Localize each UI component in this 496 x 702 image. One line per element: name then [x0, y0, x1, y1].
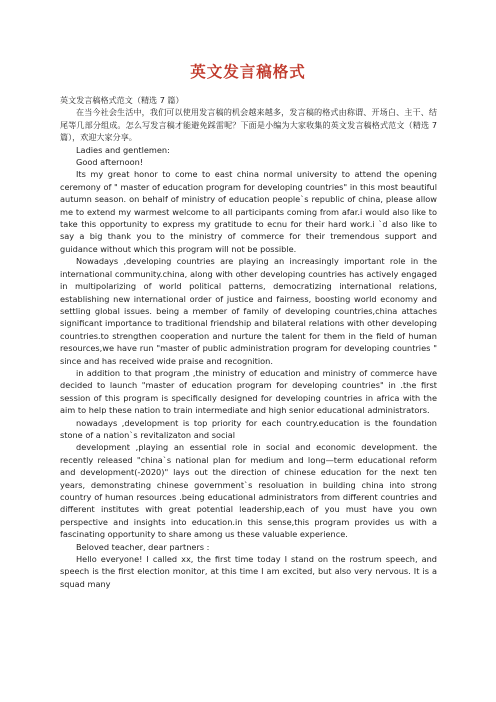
paragraph: in addition to that program ,the ministry of education and ministry of commerce have decided to launch "master of education program for developing countries" in .the first session of this program is specifically designed for developing countries in africa with the aim to help these nation to train intermediate and high senior educational administrators.: [60, 367, 437, 416]
paragraph: Its my great honor to come to east china normal university to attend the opening ceremony of " master of education program for developing countries" in this most beautiful autumn season. on behalf of ministry of education people`s republic of china, please allow me to extend my warmest welcome to all participants coming from afar.i would also like to take this opportunity to express my gratitude to ecnu for their hard work.i `d also like to say a big thank you to the ministry of commerce for their tremendous support and guidance without which this program will not be possible.: [60, 169, 437, 254]
document-body: [60, 94, 437, 590]
paragraph: Ladies and gentlemen:: [76, 144, 170, 155]
paragraph: Nowadays ,developing countries are playing an increasingly important role in the international community.china, along with other developing countries has actively engaged in multipolarizing of world political patterns, democratizing international relations, establishing new international order of justice and fairness, boosting world economy and settling global issues. being a member of family of developing countries,china attaches significant importance to traditional friendship and bilateral relations with other developing countries.to strengthen cooperation and nurture the talent for them in the field of human resources,we have run "master of public administration program for developing countries " since and has received wide praise and recognition.: [60, 256, 437, 366]
paragraph: 英文发言稿格式范文（精选 7 篇）: [60, 95, 184, 105]
paragraph: nowadays ,development is top priority for each country.education is the foundation stone of a nation`s revitalizaton and social: [60, 417, 437, 440]
paragraph: Good afternoon!: [76, 157, 144, 168]
paragraph: development ,playing an essential role in social and economic development. the recently released "china`s national plan for medium and long—term educational reform and development(-2020)" lays out the direction of chinese education for the next ten years, demonstrating chinese government`s resoluation in building china into strong country of human resources .being educational administrators from different countries and different institutes with great potential leadership,each of you must have you own perspective and insights into education.in this sense,this program provides us with a fascinating opportunity to share among us these valuable experience.: [60, 442, 437, 540]
paragraph: 在当今社会生活中，我们可以使用发言稿的机会越来越多，发言稿的格式由称谓、开场白、主干、结尾等几部分组成。怎么写发言稿才能避免踩雷呢？下面是小编为大家收集的英文发言稿格式范文（精选 7 篇），欢迎大家分享。: [60, 107, 437, 143]
paragraph: Hello everyone! I called xx, the first time today I stand on the rostrum speech, and speech is the first election monitor, at this time I am excited, but also very nervous. It is a squad many: [60, 554, 437, 589]
document-title: 英文发言稿格式: [190, 63, 306, 81]
paragraph: Beloved teacher, dear partners :: [76, 541, 210, 552]
